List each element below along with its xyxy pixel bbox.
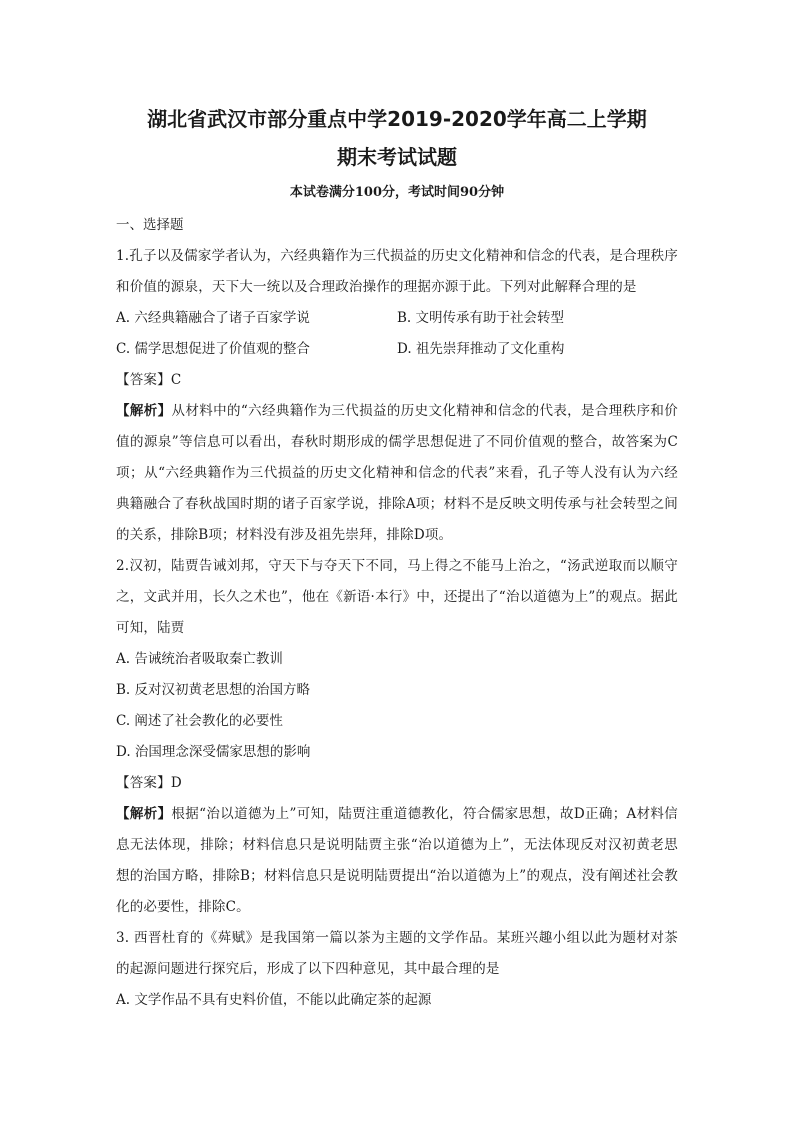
question-stem: 2.汉初，陆贾告诫刘邦，守天下与夺天下不同，马上得之不能马上治之，“汤武逆取而以顺守之，文武并用，长久之术也”，他在《新语·本行》中，还提出了“治以道德为上”的观点。据此可知，陆贾: [116, 558, 678, 636]
doc-title-line2: 期末考试试题: [337, 145, 457, 169]
option-d: D. 祖先崇拜推动了文化重构: [397, 341, 565, 357]
question-2: [116, 551, 678, 923]
answer-line: [116, 365, 678, 396]
option-b: B. 文明传承有助于社会转型: [397, 310, 565, 326]
exam-info: 本试卷满分100分，考试时间90分钟: [289, 185, 505, 200]
options-row: [116, 334, 678, 365]
options-row: [116, 303, 678, 334]
option-a: A. 告诫统治者吸取秦亡教训: [116, 651, 283, 667]
doc-title-line1: 湖北省武汉市部分重点中学2019-2020学年高二上学期: [147, 107, 647, 131]
option-a: A. 六经典籍融合了诸子百家学说: [116, 310, 310, 326]
option-d: D. 治国理念深受儒家思想的影响: [116, 744, 311, 760]
analysis-label: 【解析】: [116, 403, 172, 419]
analysis-paragraph: [116, 799, 678, 923]
section-heading: 一、选择题: [116, 217, 184, 233]
option-a: A. 文学作品不具有史料价值，不能以此确定茶的起源: [116, 992, 432, 1008]
question-stem: 1.孔子以及儒家学者认为，六经典籍作为三代损益的历史文化精神和信念的代表，是合理秩序和价值的源泉，天下大一统以及合理政治操作的理据亦源于此。下列对此解释合理的是: [116, 248, 678, 295]
analysis-text: 从材料中的“六经典籍作为三代损益的历史文化精神和信念的代表，是合理秩序和价值的源泉”等信息可以看出，春秋时期形成的儒学思想促进了不同价值观的整合，故答案为C项；从“六经典籍作为三代损益的历史文化精神和信念的代表”来看，孔子等人没有认为六经典籍融合了春秋战国时期的诸子百家学说，排除A项；材料不是反映文明传承与社会转型之间的关系，排除B项；材料没有涉及祖先崇拜，排除D项。: [116, 403, 678, 543]
analysis-label: 【解析】: [116, 806, 172, 822]
analysis-text: 根据“治以道德为上”可知，陆贾注重道德教化，符合儒家思想，故D正确；A材料信息无法体现，排除；材料信息只是说明陆贾主张“治以道德为上”，无法体现反对汉初黄老思想的治国方略，排除B；材料信息只是说明陆贾提出“治以道德为上”的观点，没有阐述社会教化的必要性，排除C。: [116, 806, 678, 915]
answer-value: C: [170, 372, 182, 388]
question-3: [116, 923, 678, 1016]
question-stem: 3. 西晋杜育的《荈赋》是我国第一篇以茶为主题的文学作品。某班兴趣小组以此为题材对茶的起源问题进行探究后，形成了以下四种意见，其中最合理的是: [116, 930, 678, 977]
option-c: C. 阐述了社会教化的必要性: [116, 713, 283, 729]
answer-label: 【答案】: [116, 775, 171, 791]
option-c: C. 儒学思想促进了价值观的整合: [116, 341, 310, 357]
answer-value: D: [170, 775, 182, 791]
question-1: [116, 241, 678, 551]
option-b: B. 反对汉初黄老思想的治国方略: [116, 682, 311, 698]
analysis-paragraph: [116, 396, 678, 551]
answer-line: [116, 768, 678, 799]
answer-label: 【答案】: [116, 372, 171, 388]
